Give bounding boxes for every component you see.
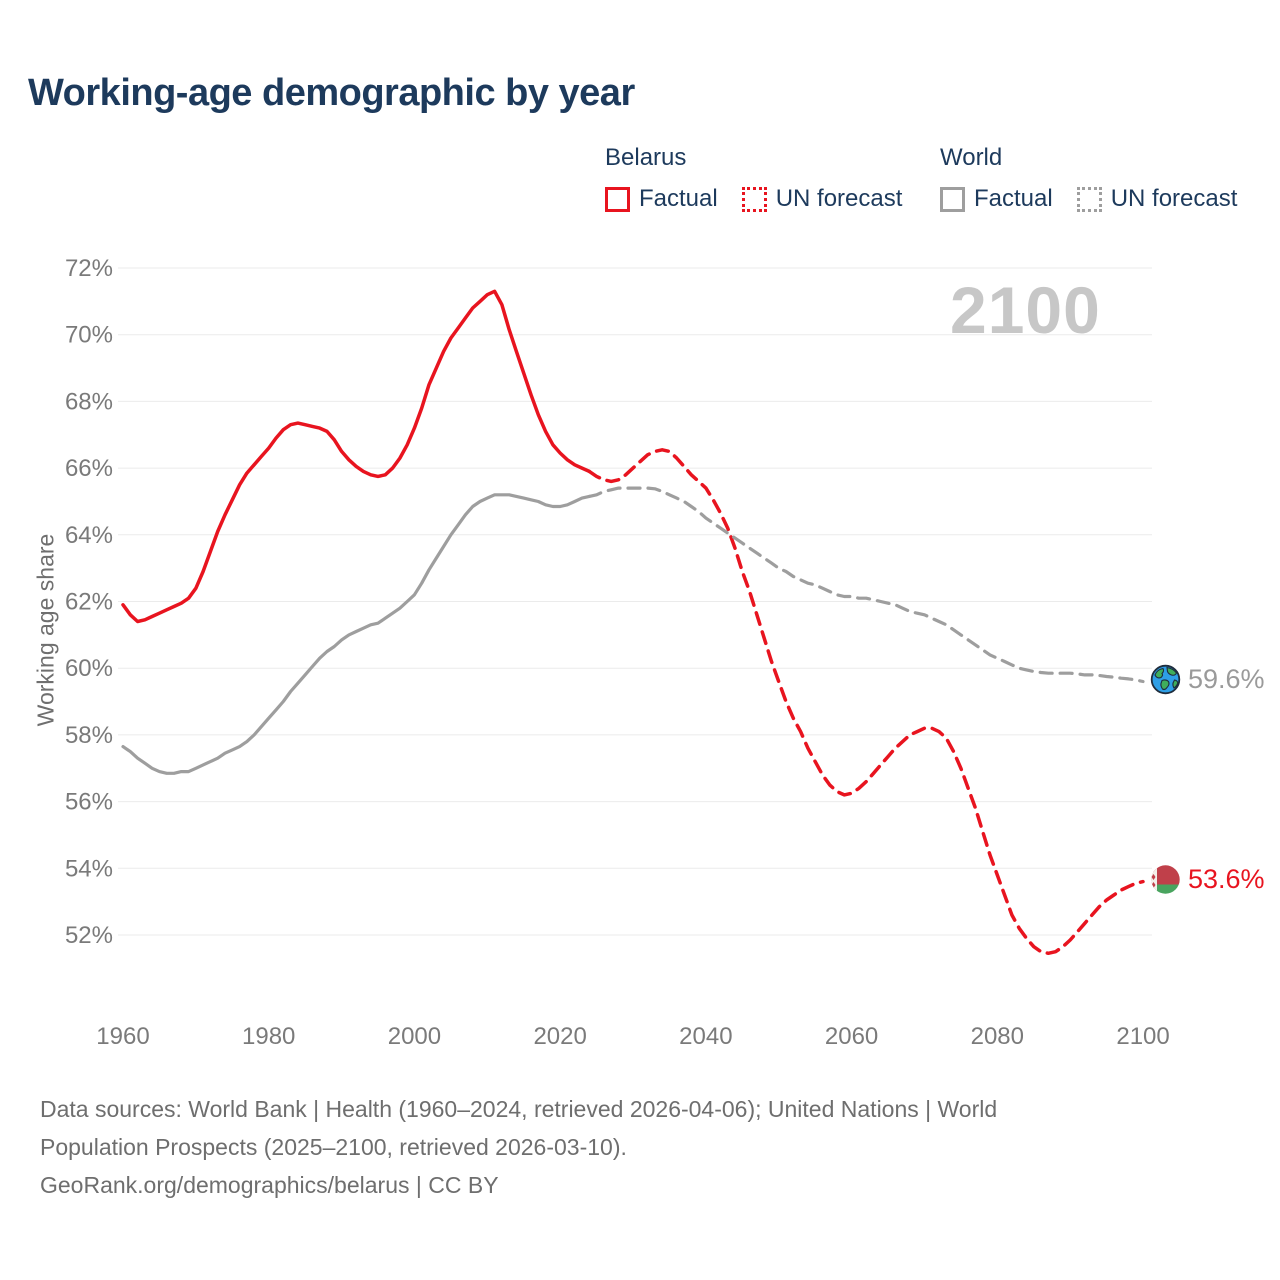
globe-icon — [1150, 664, 1181, 695]
y-tick-label: 54% — [64, 855, 113, 883]
data-sources-line-1: Data sources: World Bank | Health (1960–2024, retrieved 2026-04-06); United Nations | World — [40, 1096, 998, 1122]
x-tick-label: 2020 — [533, 1023, 587, 1050]
series-line — [123, 495, 589, 774]
source-url-license: GeoRank.org/demographics/belarus | CC BY — [40, 1172, 499, 1198]
legend-item-label: UN forecast — [775, 185, 903, 212]
x-tick-label: 2040 — [679, 1023, 733, 1050]
legend-item-label: Factual — [974, 185, 1053, 212]
data-sources-line-2: Population Prospects (2025–2100, retrieved 2026-03-10). — [40, 1134, 627, 1160]
legend-item-label: Factual — [639, 185, 718, 212]
y-tick-label: 60% — [64, 655, 113, 683]
x-tick-label: 1980 — [242, 1023, 296, 1050]
y-tick-label: 72% — [64, 255, 113, 282]
y-tick-label: 52% — [64, 922, 113, 949]
y-tick-label: 70% — [64, 321, 113, 349]
series-line — [589, 450, 1143, 954]
x-tick-label: 2080 — [970, 1023, 1025, 1050]
y-tick-label: 64% — [64, 521, 113, 549]
footer-attribution — [40, 1090, 997, 1204]
belarus-end-value: 53.6% — [1188, 864, 1265, 894]
endpoint-year-watermark: 2100 — [950, 273, 1101, 347]
y-axis-title: Working age share — [32, 533, 59, 727]
belarus-flag-icon — [1150, 864, 1181, 895]
legend-group-title: Belarus — [605, 144, 687, 171]
series-line — [589, 488, 1143, 681]
x-tick-label: 2060 — [824, 1023, 879, 1050]
world-end-label — [1150, 664, 1265, 695]
y-tick-label: 68% — [64, 388, 113, 416]
legend-group-title: World — [940, 144, 1003, 171]
x-tick-label: 2100 — [1116, 1023, 1170, 1050]
y-tick-label: 62% — [64, 588, 113, 616]
x-tick-label: 2000 — [387, 1023, 442, 1050]
series-line — [123, 291, 589, 621]
legend-item-label: UN forecast — [1110, 185, 1238, 212]
belarus-end-label — [1150, 864, 1265, 895]
y-tick-label: 56% — [64, 788, 113, 816]
page-title: Working-age demographic by year — [28, 72, 635, 114]
world-end-value: 59.6% — [1188, 664, 1265, 694]
x-tick-label: 1960 — [96, 1023, 150, 1050]
y-tick-label: 58% — [64, 721, 113, 749]
y-tick-label: 66% — [64, 455, 113, 483]
